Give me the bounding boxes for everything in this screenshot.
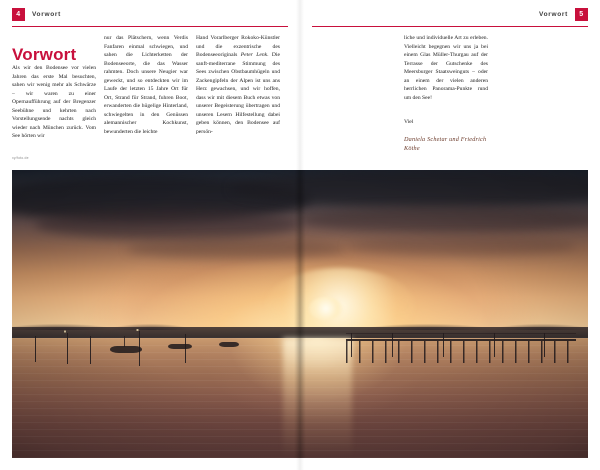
text-column-5 <box>404 34 488 102</box>
author-signature: Daniela Schetar und Friedrich Köthe <box>404 135 487 153</box>
paragraph: nur das Plätschern, wenn Verdis Fanfaren einmal schwiegen, und sahen die Lichterketten der Bodenseeorte, die das Wasser rahmten. Doch unsere Neugier war geweckt, und so entdeckten wir im Laufe der letzten 15 Jahre Ort für Ort, Strand für Strand, fuhren Boot, erwanderten die hügelige Hinterland, schwiegelten in den Genüssen alemannischer Kochkunst, bewunderten die leichte <box>104 35 188 135</box>
photo-credit: xy/foto.de <box>12 156 29 160</box>
paragraph: Hand Vorarlberger Rokoko-Künstler und die exzentrische des Bodenseeoriginals Peter Lenk. Die sanft-mediterrane Stimmung des Sees zwischen Obstbaumhügeln und Zackengipfeln der Alpen ist uns ans Herz gewachsen, und wir hoffen, dass wir mit diesem Buch etwas von unserer Begeisterung übertragen und unseren Lesern Hilfestellung dabei geben können, den Bodensee auf persön- <box>196 35 280 135</box>
folio-left: 4 <box>12 8 25 21</box>
page-title: Vorwort <box>12 45 77 65</box>
header-rule-left <box>12 26 288 27</box>
paragraph: Als wir den Bodensee vor vielen Jahren das erste Mal besuchten, sahen wir wenig mehr als Schwärze – wir waren zu einer Opernaufführung auf der Bregenzer Seebühne und kehrten nach Vorstellungsende nachts gleich wieder nach München zurück. Vom See hörten wir <box>12 65 96 139</box>
running-head-left <box>12 8 288 21</box>
text-column-3 <box>196 34 280 136</box>
running-head-right <box>312 8 588 21</box>
paragraph: liche und individuelle Art zu erleben. Vielleicht begegnen wir uns ja bei einem Glas Müller-Thurgau auf der Terrasse der Gutschenke des Meersburger Staatsweinguts – oder an einem der vielen anderen herrlichen Panorama-Punkte rund um den See! <box>404 35 488 101</box>
folio-right: 5 <box>575 8 588 21</box>
signoff-intro: Viel <box>404 119 414 125</box>
photo-vignette <box>12 170 588 458</box>
text-column-1 <box>12 64 96 141</box>
sunset-photo <box>12 170 588 458</box>
photo-canvas <box>12 170 588 458</box>
running-title-right: Vorwort <box>539 11 568 18</box>
header-rule-right <box>312 26 588 27</box>
running-title-left: Vorwort <box>32 11 61 18</box>
signoff-block <box>404 118 496 154</box>
text-column-2 <box>104 34 188 136</box>
